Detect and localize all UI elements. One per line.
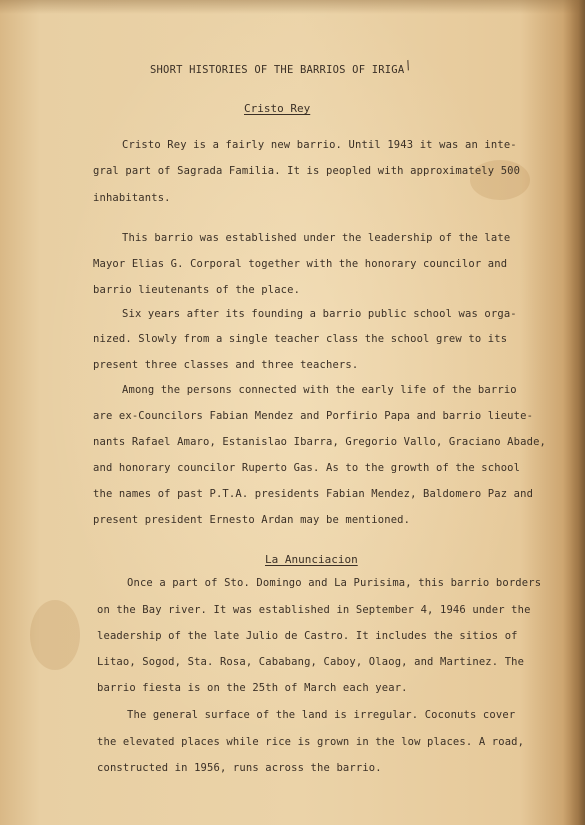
paragraph-line: Six years after its founding a barrio public school was orga- <box>122 308 517 320</box>
paragraph-line: The general surface of the land is irregular. Coconuts cover <box>127 709 516 721</box>
paragraph-line: Mayor Elias G. Corporal together with the honorary councilor and <box>93 258 508 270</box>
section-heading-la-anunciacion: La Anunciacion <box>265 553 358 566</box>
paragraph-line: leadership of the late Julio de Castro. It includes the sitios of <box>97 630 518 642</box>
document-title: SHORT HISTORIES OF THE BARRIOS OF IRIGA <box>150 64 405 76</box>
paragraph-line: gral part of Sagrada Familia. It is peopled with approximately 500 <box>93 165 521 177</box>
paragraph-line: nants Rafael Amaro, Estanislao Ibarra, Gregorio Vallo, Graciano Abade, <box>93 436 547 448</box>
paragraph-line: barrio lieutenants of the place. <box>93 284 301 296</box>
paragraph-line: inhabitants. <box>93 192 171 204</box>
paragraph-line: constructed in 1956, runs across the barrio. <box>97 762 382 774</box>
paragraph-line: present three classes and three teachers. <box>93 359 359 371</box>
page-top-shadow <box>0 0 585 14</box>
section-heading-cristo-rey: Cristo Rey <box>244 102 311 115</box>
paragraph-line: are ex-Councilors Fabian Mendez and Porfirio Papa and barrio lieute- <box>93 410 534 422</box>
paragraph-line: the names of past P.T.A. presidents Fabian Mendez, Baldomero Paz and <box>93 488 534 500</box>
page-right-edge <box>563 0 585 825</box>
paragraph-line: Once a part of Sto. Domingo and La Purisima, this barrio borders <box>127 577 542 589</box>
paper-stain <box>30 600 80 670</box>
paragraph-line: Litao, Sogod, Sta. Rosa, Cababang, Caboy, Olaog, and Martinez. The <box>97 656 525 668</box>
tick-mark: / <box>403 57 413 73</box>
paragraph-line: and honorary councilor Ruperto Gas. As to the growth of the school <box>93 462 521 474</box>
paragraph-line: on the Bay river. It was established in September 4, 1946 under the <box>97 604 531 616</box>
paragraph-line: This barrio was established under the leadership of the late <box>122 232 511 244</box>
paragraph-line: nized. Slowly from a single teacher class the school grew to its <box>93 333 508 345</box>
paragraph-line: Cristo Rey is a fairly new barrio. Until 1943 it was an inte- <box>122 139 517 151</box>
paragraph-line: the elevated places while rice is grown in the low places. A road, <box>97 736 525 748</box>
paragraph-line: Among the persons connected with the early life of the barrio <box>122 384 517 396</box>
paragraph-line: barrio fiesta is on the 25th of March each year. <box>97 682 408 694</box>
paragraph-line: present president Ernesto Ardan may be mentioned. <box>93 514 411 526</box>
